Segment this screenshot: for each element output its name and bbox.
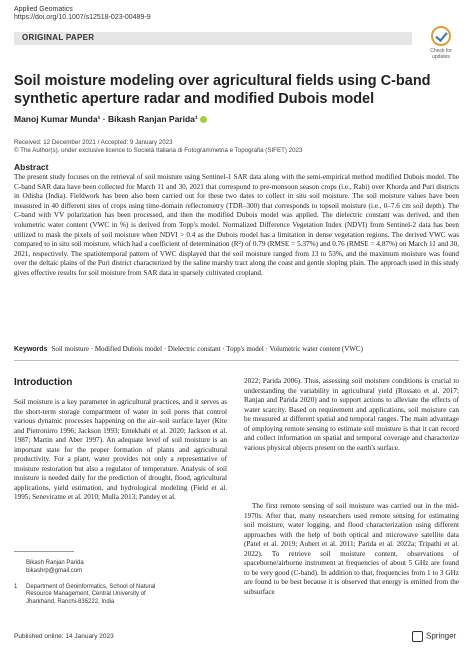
abstract-text: The present study focuses on the retrieval of soil moisture using Sentinel-1 SAR data along with the semi-empirical method modified Dubois model. The C-band SAR data have been collected for March 11 and 30, 2021 that correspond to pre-monsoon season crops (i.e., Rabi) over Khorda and Puri districts in Odisha (India). Fieldwork has been also been carried out for these two dates to collect in situ soil moisture. The soil moisture values have been measured in 40 different sites of crops using time-domain reflectometry (TDR–300) that corresponds to topsoil moisture (i.e., 0–7.6 cm soil depth). The C-band with VV polarization has been processed, and then the modified Dubois model was applied. The dielectric constant was derived, and then volumetric water content (VWC in %) is derived from Topp's model. Normalized Difference Vegetation Index (NDVI) from Sentinel-2 data has been utilized to mask the pixels of soil moisture when NDVI > 0.4 as the Dubois model has a limitation in dense vegetation regions. The derived VWC was compared to in situ soil moisture, which had a coefficient of determination (R²) of 0.79 (RMSE = 5.37%) and 0.76 (RMSE = 4.87%) on March 11 and 30, 2021, respectively. The spatiotemporal pattern of VWC displayed that the soil moisture ranged from 13 to 53%, and the maximum moisture was found over the deltaic plains of the Puri district characterized by the saline marshy tract along the coast and gentle sloping plain. The approach used in this study gives effective results for soil moisture from SAR data in sparsely cultivated cropland. (14, 173, 459, 277)
publisher-logo (412, 631, 456, 642)
intro-column-left (14, 398, 227, 503)
intro-column-right-top (244, 377, 459, 453)
paper-title: Soil moisture modeling over agricultural fields using C-band synthetic aperture radar and modified Dubois model (14, 73, 431, 107)
check-updates-icon (431, 26, 451, 46)
introduction-heading: Introduction (14, 377, 73, 388)
orcid-icon[interactable] (200, 116, 207, 123)
intro-paragraph-3: The first remote sensing of soil moisture was carried out in the mid-1970s. After that, many researchers used remote sensing for estimating soil moisture, water logging, and flood characterization using different approaches with the help of both optical and microwave satellite data (Patel et al. 2019; Aubert et al. 2011; Parida et al. 2022a; Tripathi et al. 2022). To retrieve soil moisture content, observations of spaceborne/airborne instrument at frequencies of about 5 GHz are found to be very good (C-band). In addition to that, frequencies from 1 to 3 GHz are found to be best because it is observed that energy is emitted from the subsurface (244, 502, 459, 596)
doi-link[interactable]: https://doi.org/10.1007/s12518-023-00489-9 (14, 14, 151, 21)
received-accepted-dates: Received: 12 December 2021 / Accepted: 9 January 2023 (14, 139, 173, 146)
keywords-text: Soil moisture · Modified Dubois model · Dielectric constant · Topp's model · Volumetric water content (VWC) (51, 345, 363, 353)
section-divider (14, 360, 459, 361)
affiliation-text: Department of Geoinformatics, School of Natural Resource Management, Central University of Jharkhand, Ranchi-835222, India (26, 584, 156, 605)
corresponding-author: Bikash Ranjan Parida (26, 560, 84, 566)
copyright-line: © The Author(s), under exclusive licence to Società Italiana di Fotogrammetria e Topografia (SIFET) 2023 (14, 147, 303, 154)
footnote-divider (14, 551, 74, 552)
springer-horse-icon (412, 631, 423, 642)
published-date: Published online: 14 January 2023 (14, 633, 114, 640)
intro-column-right-bottom (244, 502, 459, 597)
publisher-name: Springer (426, 631, 457, 641)
corresponding-email[interactable]: bikashrp@gmail.com (26, 568, 83, 574)
abstract-heading: Abstract (14, 162, 49, 172)
check-updates-label: Check for updates (430, 48, 452, 60)
keywords-label: Keywords (14, 346, 48, 353)
intro-paragraph-2: 2022; Parida 2006). Thus, assessing soil moisture conditions is crucial to understanding the variability in agricultural yield (Rossato et al. 2017; Ranjan and Parida 2020) and to support actions to alleviate the effects of water scarcity. Based on requirement and applications, soil moisture can be measured at different spatial and temporal ranges. The main advantage of employing remote sensing to estimate soil moisture is that it can record and collect information on spatial and temporal coverage and characterize various physical objects present on the earth's surface. (244, 377, 459, 452)
article-type-banner (14, 32, 412, 45)
affiliation-number: 1 (14, 584, 18, 590)
article-type-label: ORIGINAL PAPER (22, 33, 95, 42)
check-for-updates-button[interactable] (424, 26, 458, 66)
authors-text: Manoj Kumar Munda¹ · Bikash Ranjan Parida¹ (14, 114, 198, 124)
intro-paragraph-1: Soil moisture is a key parameter in agricultural practices, and it serves as the short-term storage compartment of water in soil pores that control various dynamic processes happening on the air–soil surface layer (Kite and Pietronirro 1996; Jackson 1993; Entekhabi et al. 2020; Jackson et al. 1987; Martin and Aber 1997). An adequate level of soil moisture is an important state for the proper formation of plants and agricultural productivity. For a plant, water provides not only a representative of moisture restoration but also a regulator of temperature. Analysis of soil moisture is needed daily for the prediction of drought, flood, agricultural applications, yield estimation, and hydrological modeling (Field et al. 1995; Seneviratne et al. 2010; Mulla 2013; Pandey et al. (14, 398, 227, 502)
author-line (14, 114, 207, 124)
journal-name: Applied Geomatics (14, 6, 73, 13)
keywords-line (14, 345, 459, 353)
